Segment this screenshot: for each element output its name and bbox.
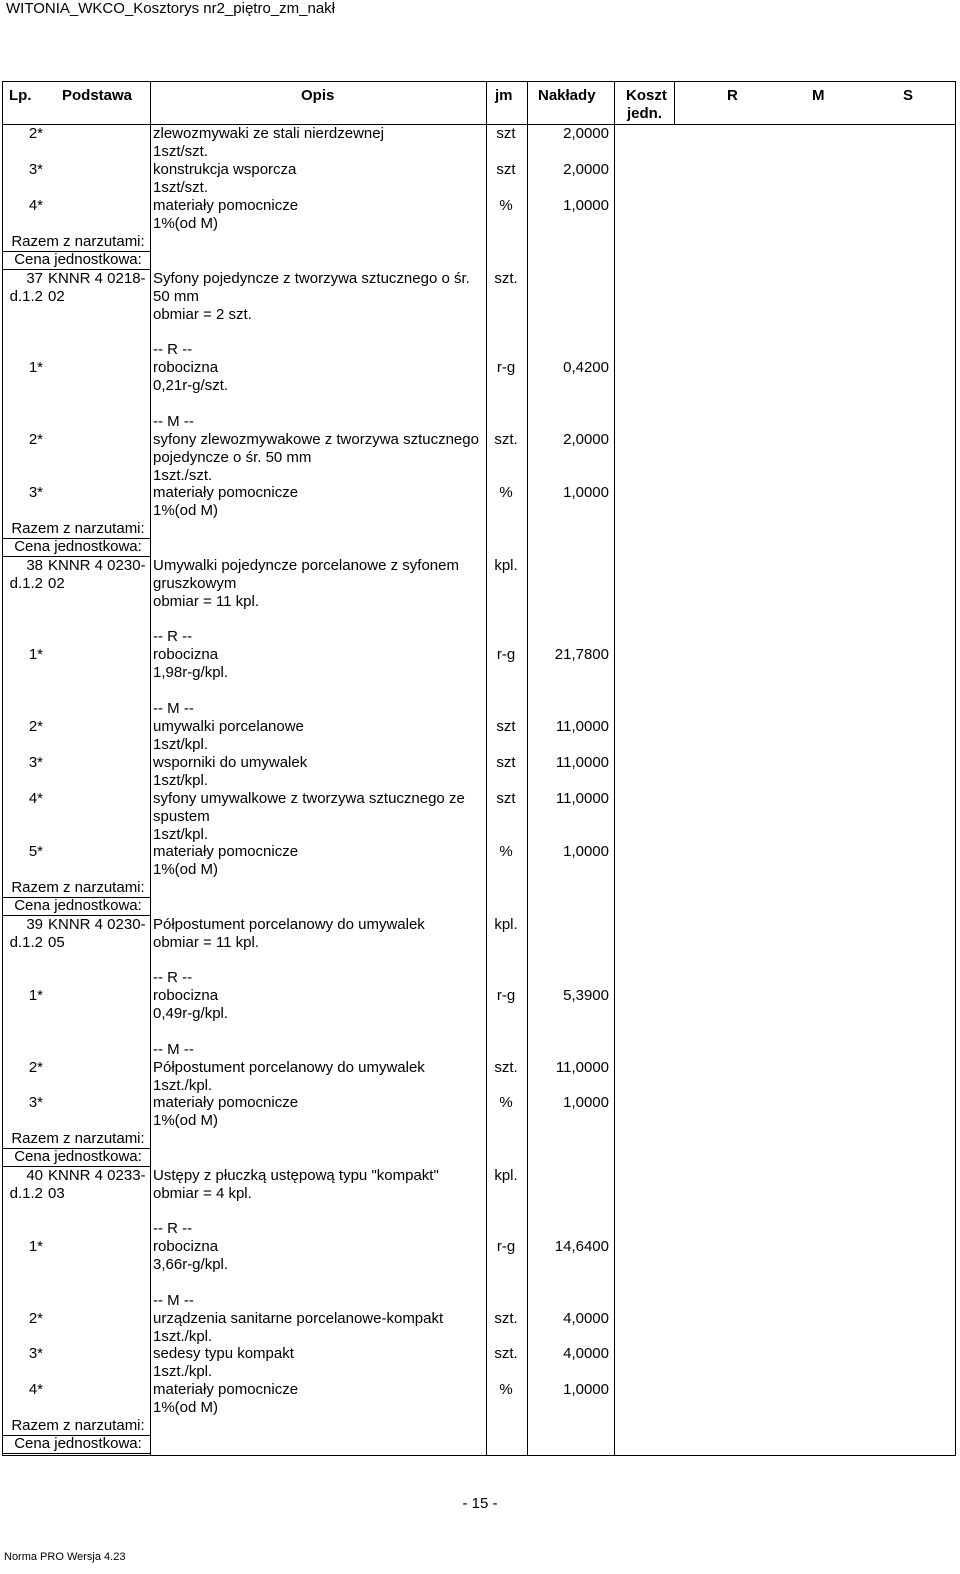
item-number: d.1.2 [9,288,43,305]
unit: szt. [494,1345,518,1362]
description-line: -- R -- [153,628,193,645]
summary-label: Cena jednostkowa: [14,251,142,268]
description-line: konstrukcja wsporcza [153,161,297,178]
item-number: d.1.2 [9,1185,43,1202]
unit: r-g [496,646,516,663]
column-divider [150,82,151,1455]
item-number: 3* [28,1345,43,1362]
description-line: materiały pomocnicze [153,197,299,214]
description-line: obmiar = 11 kpl. [153,934,260,951]
basis-code: KNNR 4 0230- [48,916,146,933]
basis-code: 02 [48,575,65,592]
description-line: materiały pomocnicze [153,843,299,860]
item-number: 3* [28,484,43,501]
header-divider [3,124,955,125]
item-number: 4* [28,197,43,214]
description-line: 1szt/kpl. [153,736,209,753]
quantity-value: 4,0000 [563,1345,609,1362]
summary-label: Razem z narzutami: [11,1130,145,1147]
unit: kpl. [494,916,518,933]
description-line: materiały pomocnicze [153,484,299,501]
description-line: obmiar = 2 szt. [153,306,252,323]
item-number: d.1.2 [9,575,43,592]
description-line: -- M -- [153,700,194,717]
description-line: umywalki porcelanowe [153,718,304,735]
unit: kpl. [494,557,518,574]
description-line: 1szt./kpl. [153,1363,213,1380]
column-divider [614,82,615,1455]
header-m: M [812,87,825,104]
summary-label: Cena jednostkowa: [14,897,142,914]
unit: szt [496,125,516,142]
quantity-value: 14,6400 [554,1238,609,1255]
description-line: 1szt./szt. [153,467,213,484]
unit: szt. [494,431,518,448]
description-line: -- M -- [153,413,194,430]
quantity-value: 0,4200 [563,359,609,376]
item-number: 3* [28,1094,43,1111]
item-number: 37 [26,270,43,287]
description-line: robocizna [153,987,219,1004]
header-naklady: Nakłady [538,87,596,104]
quantity-value: 11,0000 [555,718,609,735]
quantity-value: 21,7800 [554,646,609,663]
description-line: 1szt/szt. [153,143,209,160]
table-header [3,82,955,124]
unit: % [499,484,513,501]
description-line: -- R -- [153,341,193,358]
item-number: 3* [28,161,43,178]
quantity-value: 2,0000 [563,161,609,178]
quantity-value: 5,3900 [563,987,609,1004]
row-divider [3,1453,150,1454]
item-number: 1* [28,1238,43,1255]
item-number: 3* [28,754,43,771]
item-number: d.1.2 [9,934,43,951]
description-line: -- R -- [153,1220,193,1237]
item-number: 1* [28,359,43,376]
description-line: pojedyncze o śr. 50 mm [153,449,312,466]
quantity-value: 1,0000 [563,1094,609,1111]
item-number: 4* [28,790,43,807]
unit: szt [496,754,516,771]
description-line: 1szt./kpl. [153,1077,213,1094]
quantity-value: 11,0000 [555,790,609,807]
unit: r-g [496,987,516,1004]
description-line: -- M -- [153,1292,194,1309]
summary-label: Razem z narzutami: [11,1417,145,1434]
quantity-value: 11,0000 [555,754,609,771]
quantity-value: 2,0000 [563,431,609,448]
description-line: 1szt./kpl. [153,1328,213,1345]
description-line: 0,49r-g/kpl. [153,1005,229,1022]
description-line: Ustępy z płuczką ustępową typu "kompakt" [153,1167,439,1184]
description-line: 1szt/kpl. [153,826,209,843]
cost-estimate-table [2,81,956,1456]
item-number: 2* [28,1059,43,1076]
description-line: -- R -- [153,969,193,986]
page-number: - 15 - [462,1495,498,1512]
description-line: Półpostument porcelanowy do umywalek [153,916,425,933]
unit: kpl. [494,1167,518,1184]
basis-code: KNNR 4 0230- [48,557,146,574]
description-line: gruszkowym [153,575,237,592]
summary-label: Cena jednostkowa: [14,1148,142,1165]
quantity-value: 1,0000 [563,484,609,501]
description-line: syfony umywalkowe z tworzywa sztucznego ze [153,790,465,807]
description-line: -- M -- [153,1041,194,1058]
unit: szt [496,161,516,178]
quantity-value: 4,0000 [563,1310,609,1327]
summary-label: Razem z narzutami: [11,879,145,896]
item-number: 38 [26,557,43,574]
summary-label: Razem z narzutami: [11,233,145,250]
column-divider [674,82,675,124]
item-number: 1* [28,646,43,663]
quantity-value: 2,0000 [563,125,609,142]
basis-code: 05 [48,934,65,951]
description-line: materiały pomocnicze [153,1381,299,1398]
description-line: materiały pomocnicze [153,1094,299,1111]
unit: % [499,197,513,214]
description-line: Półpostument porcelanowy do umywalek [153,1059,425,1076]
description-line: 1,98r-g/kpl. [153,664,229,681]
header-koszt-jedn: jedn. [627,105,663,122]
description-line: 1szt/szt. [153,179,209,196]
description-line: 1%(od M) [153,215,219,232]
description-line: 1%(od M) [153,861,219,878]
quantity-value: 1,0000 [563,197,609,214]
quantity-value: 11,0000 [555,1059,609,1076]
description-line: 50 mm [153,288,199,305]
description-line: 1szt/kpl. [153,772,209,789]
description-line: 0,21r-g/szt. [153,377,229,394]
unit: szt. [494,1310,518,1327]
description-line: 1%(od M) [153,1399,219,1416]
header-jm: jm [495,87,513,104]
unit: r-g [496,359,516,376]
header-koszt: Koszt [626,87,667,104]
unit: szt. [494,1059,518,1076]
unit: % [499,843,513,860]
description-line: 3,66r-g/kpl. [153,1256,229,1273]
description-line: robocizna [153,646,219,663]
item-number: 40 [26,1167,43,1184]
summary-label: Cena jednostkowa: [14,1435,142,1452]
description-line: obmiar = 11 kpl. [153,593,260,610]
header-r: R [727,87,738,104]
description-line: sedesy typu kompakt [153,1345,294,1362]
unit: szt [496,718,516,735]
description-line: urządzenia sanitarne porcelanowe-kompakt [153,1310,444,1327]
description-line: Umywalki pojedyncze porcelanowe z syfonem [153,557,459,574]
item-number: 2* [28,718,43,735]
description-line: 1%(od M) [153,1112,219,1129]
quantity-value: 1,0000 [563,843,609,860]
description-line: syfony zlewozmywakowe z tworzywa sztucznego [153,431,479,448]
summary-label: Razem z narzutami: [11,520,145,537]
item-number: 2* [28,125,43,142]
header-s: S [903,87,914,104]
header-opis: Opis [301,87,335,104]
item-number: 2* [28,431,43,448]
unit: szt [496,790,516,807]
description-line: robocizna [153,359,219,376]
unit: r-g [496,1238,516,1255]
description-line: Syfony pojedyncze z tworzywa sztucznego o śr. [153,270,470,287]
unit: szt. [494,270,518,287]
window-title: WITONIA_WKCO_Kosztorys nr2_piętro_zm_nakł [6,0,335,17]
basis-code: KNNR 4 0233- [48,1167,146,1184]
header-lp: Lp. [9,87,32,104]
item-number: 2* [28,1310,43,1327]
description-line: obmiar = 4 kpl. [153,1185,252,1202]
quantity-value: 1,0000 [563,1381,609,1398]
item-number: 4* [28,1381,43,1398]
item-number: 1* [28,987,43,1004]
header-podstawa: Podstawa [62,87,133,104]
unit: % [499,1381,513,1398]
description-line: wsporniki do umywalek [153,754,308,771]
description-line: zlewozmywaki ze stali nierdzewnej [153,125,384,142]
footer-version: Norma PRO Wersja 4.23 [4,1551,126,1563]
description-line: 1%(od M) [153,502,219,519]
unit: % [499,1094,513,1111]
description-line: robocizna [153,1238,219,1255]
summary-label: Cena jednostkowa: [14,538,142,555]
basis-code: 03 [48,1185,65,1202]
item-number: 5* [28,843,43,860]
description-line: spustem [153,808,210,825]
basis-code: KNNR 4 0218- [48,270,146,287]
item-number: 39 [26,916,43,933]
basis-code: 02 [48,288,65,305]
